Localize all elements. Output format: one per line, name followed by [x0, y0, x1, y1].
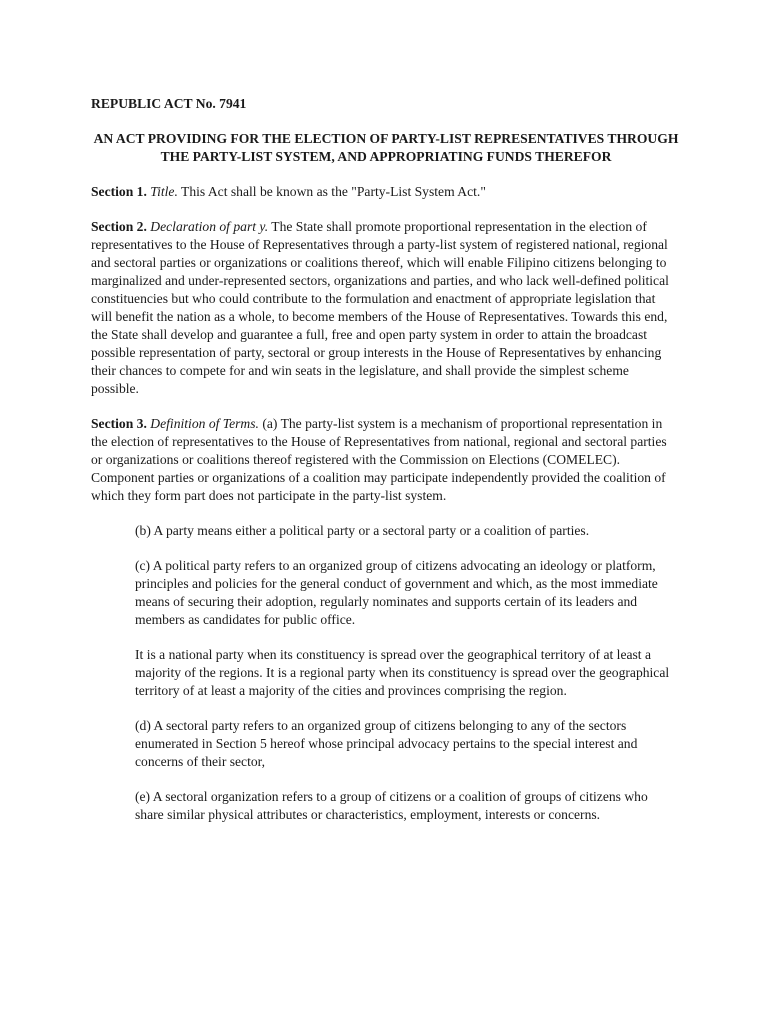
- subparagraph-c: (c) A political party refers to an organized group of citizens advocating an ideology or platform, principles and policies for the general conduct of government and which, as the most immediate means of securing their adoption, regularly nominates and supports certain of its leaders and members as candidates for public office.: [135, 558, 658, 627]
- section-2: [91, 218, 679, 398]
- section-heading: Title.: [150, 184, 178, 199]
- act-title: AN ACT PROVIDING FOR THE ELECTION OF PARTY-LIST REPRESENTATIVES THROUGH THE PARTY-LIST SYSTEM, AND APPROPRIATING FUNDS THEREFOR: [93, 131, 679, 164]
- subparagraph-b: (b) A party means either a political party or a sectoral party or a coalition of parties.: [135, 523, 590, 538]
- section-label: Section 2.: [91, 219, 147, 234]
- section-text: This Act shall be known as the "Party-List System Act.": [181, 184, 486, 199]
- section-3: [91, 415, 679, 505]
- subparagraph-d: (d) A sectoral party refers to an organized group of citizens belonging to any of the sectors enumerated in Section 5 hereof whose principal advocacy pertains to the special interest and concerns of their sector,: [135, 718, 638, 769]
- section-label: Section 3.: [91, 416, 147, 431]
- subparagraph-e: (e) A sectoral organization refers to a group of citizens or a coalition of groups of citizens who share similar physical attributes or characteristics, employment, interests or concerns.: [135, 789, 648, 822]
- act-number: REPUBLIC ACT No. 7941: [91, 96, 247, 111]
- section-1: [91, 183, 679, 201]
- section-label: Section 1.: [91, 184, 147, 199]
- subparagraph-national-party: It is a national party when its constituency is spread over the geographical territory of at least a majority of the regions. It is a regional party when its constituency is spread over the geographical territory of at least a majority of the cities and provinces comprising the region.: [135, 647, 670, 698]
- section-heading: Definition of Terms.: [150, 416, 259, 431]
- section-text: (a) The party-list system is a mechanism of proportional representation in the election of representatives to the House of Representatives from national, regional and sectoral parties or organizations or coalitions thereof registered with the Commission on Elections (COMELEC). Component parties or organizations of a coalition may participate independently provided the coalition of which they form part does not participate in the party-list system.: [91, 416, 667, 503]
- document-page: [91, 95, 679, 841]
- section-heading: Declaration of part y.: [150, 219, 269, 234]
- section-text: The State shall promote proportional representation in the election of representatives to the House of Representatives through a party-list system of registered national, regional and sectoral parties or organizations or coalitions thereof, which will enable Filipino citizens belonging to marginalized and under-represented sectors, organizations and parties, and who lack well-defined political constituencies but who could contribute to the formulation and enactment of appropriate legislation that will benefit the nation as a whole, to become members of the House of Representatives. Towards this end, the State shall develop and guarantee a full, free and open party system in order to attain the broadcast possible representation of party, sectoral or group interests in the House of Representatives by enhancing their chances to compete for and win seats in the legislature, and shall provide the simplest scheme possible.: [91, 219, 669, 396]
